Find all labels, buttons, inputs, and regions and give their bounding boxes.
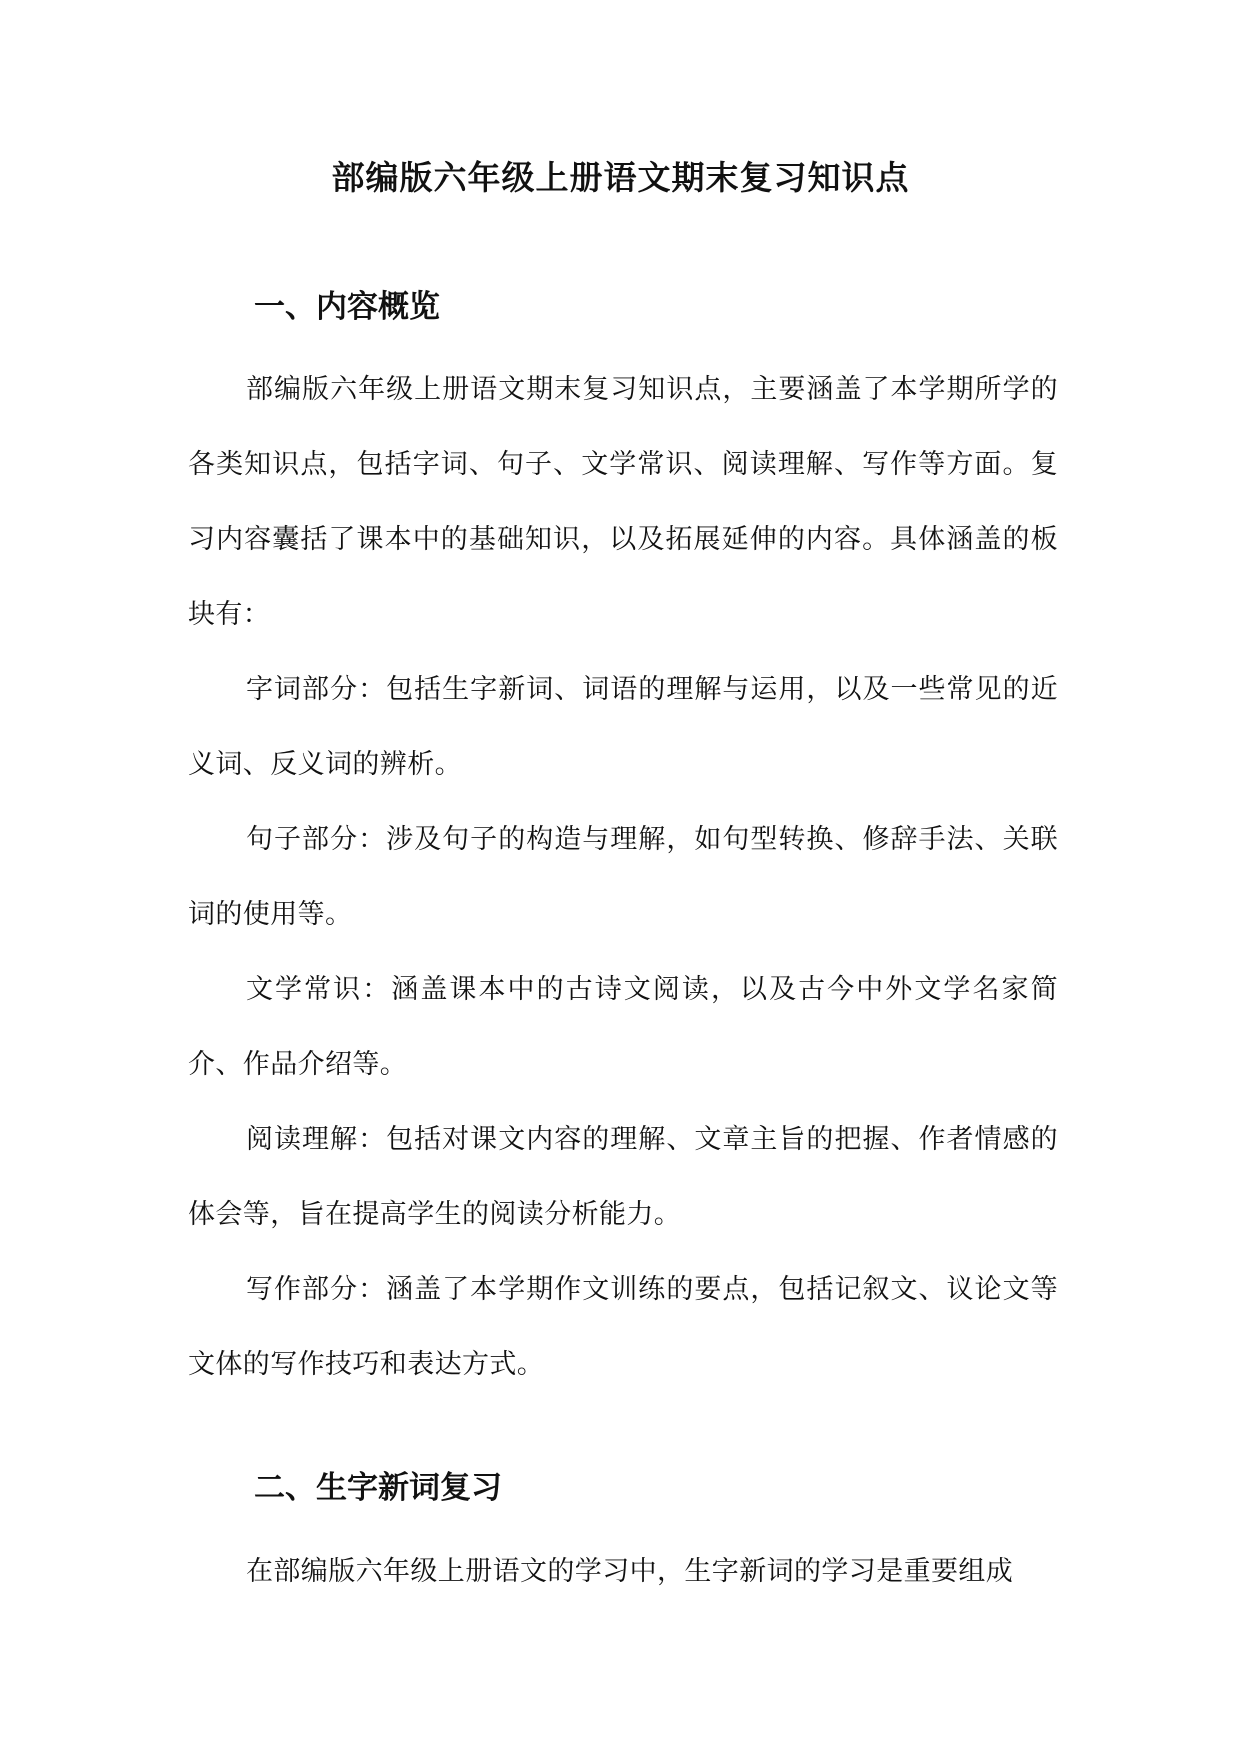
paragraph-reading: 阅读理解：包括对课文内容的理解、文章主旨的把握、作者情感的体会等，旨在提高学生的阅读分析能力。: [188, 1124, 1058, 1230]
paragraph-intro: 部编版六年级上册语文期末复习知识点，主要涵盖了本学期所学的各类知识点，包括字词、句子、文学常识、阅读理解、写作等方面。复习内容囊括了课本中的基础知识，以及拓展延伸的内容。具体涵盖的板块有：: [188, 374, 1058, 630]
paragraph-literature: 文学常识：涵盖课本中的古诗文阅读，以及古今中外文学名家简介、作品介绍等。: [188, 974, 1058, 1080]
section-heading-new-words: 二、生字新词复习: [254, 1470, 502, 1506]
paragraph-sentences: 句子部分：涉及句子的构造与理解，如句型转换、修辞手法、关联词的使用等。: [188, 824, 1058, 930]
paragraph-vocabulary: 字词部分：包括生字新词、词语的理解与运用，以及一些常见的近义词、反义词的辨析。: [188, 674, 1058, 780]
paragraph-new-words-intro: 在部编版六年级上册语文的学习中，生字新词的学习是重要组成: [246, 1556, 1014, 1587]
document-title: 部编版六年级上册语文期末复习知识点: [331, 158, 910, 197]
section-heading-overview: 一、内容概览: [254, 289, 440, 325]
paragraph-writing: 写作部分：涵盖了本学期作文训练的要点，包括记叙文、议论文等文体的写作技巧和表达方式。: [188, 1274, 1058, 1380]
